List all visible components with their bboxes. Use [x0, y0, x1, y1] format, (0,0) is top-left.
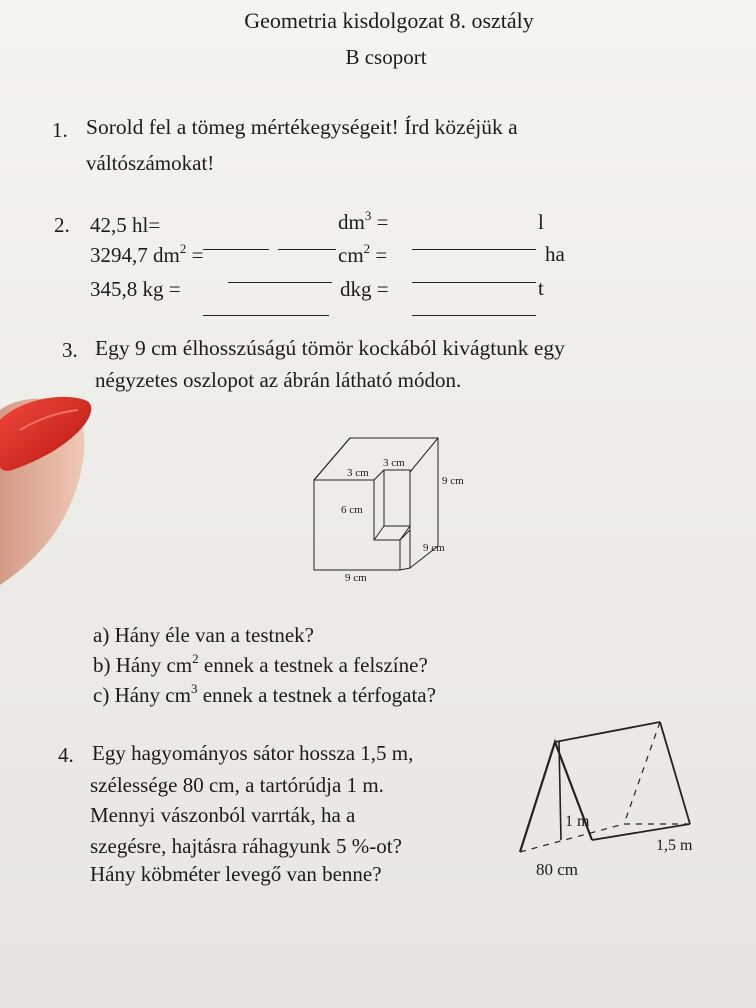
- q3-sub-a: a) Hány éle van a testnek?: [93, 623, 314, 647]
- q2-row1-blank3: [412, 233, 536, 254]
- q2-row3-right-unit: t: [538, 276, 544, 300]
- q3-sub-b-exp: 2: [192, 651, 199, 666]
- finger-photo: [0, 0, 110, 600]
- q2-row2-mid: [338, 241, 388, 267]
- q2-row1-mid-eq: =: [371, 210, 389, 234]
- q3-sub-b: [93, 651, 428, 677]
- cube-label-top-b: 3 cm: [347, 467, 369, 479]
- q2-row2-mid-exp: 2: [363, 241, 371, 256]
- q3-number: 3.: [62, 338, 78, 362]
- q2-row3-mid: dkg =: [340, 277, 389, 301]
- q2-row1-blank2: [278, 233, 336, 254]
- cutout-outline: [374, 480, 400, 570]
- q3-line-2: négyzetes oszlopot az ábrán látható módon.: [95, 368, 462, 392]
- q2-row1-right-unit: l: [538, 210, 544, 234]
- group-subtitle: B csoport: [345, 45, 427, 69]
- q2-row2-mid-unit: cm: [338, 243, 364, 267]
- q3-sub-b-pre: b) Hány cm: [93, 653, 193, 677]
- q2-row1-mid-exp: 3: [364, 208, 372, 223]
- q1-number: 1.: [52, 118, 68, 142]
- q2-row3-blank1: [203, 299, 329, 320]
- tent-figure: [500, 712, 730, 862]
- q2-row2-mid-eq: =: [370, 243, 388, 267]
- q2-row3-left: 345,8 kg =: [90, 277, 181, 301]
- q1-line-2: váltószámokat!: [86, 151, 215, 175]
- q3-sub-b-post: ennek a testnek a felszíne?: [198, 653, 428, 677]
- tent-label-width: 80 cm: [536, 860, 579, 879]
- q2-number: 2.: [54, 213, 70, 237]
- q4-line-4: szegésre, hajtásra ráhagyunk 5 %-ot?: [90, 834, 402, 858]
- q2-row2-left-eq: =: [186, 243, 204, 267]
- q3-line-1: Egy 9 cm élhosszúságú tömör kockából kivágtunk egy: [95, 336, 565, 360]
- q2-row2-left-exp: 2: [179, 241, 187, 256]
- q4-line-5: Hány köbméter levegő van benne?: [90, 862, 382, 886]
- q2-row2-blank1: [228, 266, 332, 287]
- q2-row2-blank2: [412, 266, 536, 287]
- cube-label-inner-height: 6 cm: [341, 504, 363, 516]
- q2-row2-left-value: 3294,7 dm: [90, 243, 180, 267]
- q3-sub-c-post: ennek a testnek a térfogata?: [197, 683, 436, 707]
- q4-line-1: Egy hagyományos sátor hossza 1,5 m,: [92, 741, 414, 765]
- q2-row1-mid-unit: dm: [338, 210, 365, 234]
- tent-label-length: 1,5 m: [656, 837, 693, 854]
- q2-row3-blank2: [412, 299, 536, 320]
- page-title: Geometria kisdolgozat 8. osztály: [244, 8, 534, 33]
- tent-label-pole: 1 m: [565, 813, 590, 830]
- cube-label-right-height: 9 cm: [442, 475, 464, 487]
- q3-sub-c-pre: c) Hány cm: [93, 683, 191, 707]
- cube-figure: [300, 430, 480, 590]
- q4-line-3: Mennyi vászonból varrták, ha a: [90, 803, 356, 827]
- q2-row1-left: 42,5 hl=: [90, 213, 161, 237]
- q4-line-2: szélessége 80 cm, a tartórúdja 1 m.: [90, 773, 384, 797]
- cube-label-bottom: 9 cm: [345, 572, 367, 584]
- q3-sub-c: [93, 681, 436, 707]
- q2-row2-right-unit: ha: [545, 242, 565, 266]
- q2-row1-blank1: [203, 233, 269, 254]
- q1-line-1: Sorold fel a tömeg mértékegységeit! Írd közéjük a: [86, 115, 518, 139]
- q2-row1-mid: [338, 208, 389, 234]
- cube-label-top-a: 3 cm: [383, 457, 405, 469]
- q3-sub-c-exp: 3: [190, 681, 198, 696]
- cube-label-depth: 9 cm: [423, 542, 445, 554]
- q4-number: 4.: [58, 743, 74, 767]
